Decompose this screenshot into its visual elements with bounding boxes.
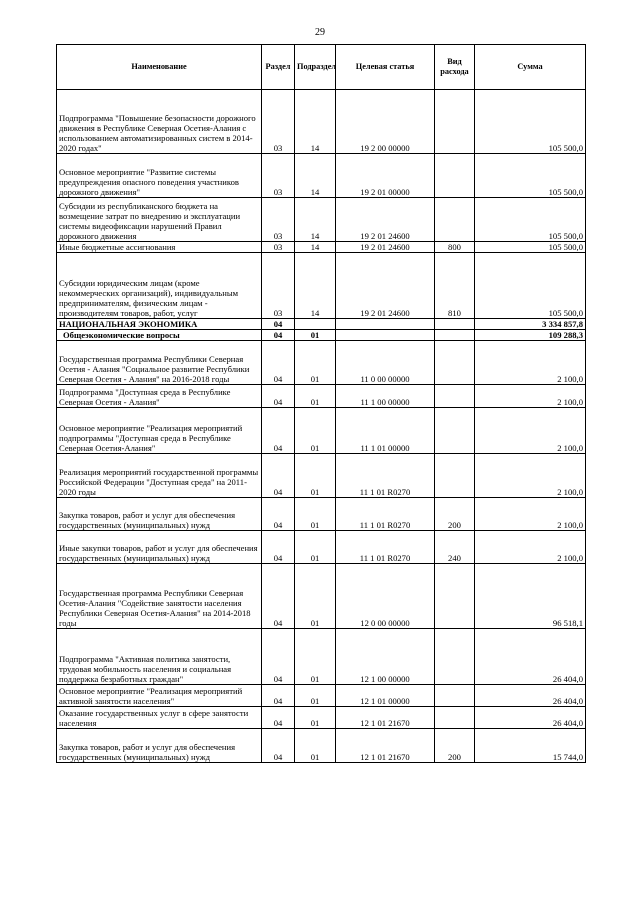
row-article: 11 1 01 00000 <box>336 408 435 454</box>
row-sum: 2 100,0 <box>475 531 586 564</box>
row-vid <box>435 154 475 198</box>
row-vid <box>435 198 475 242</box>
row-article: 12 1 00 00000 <box>336 629 435 685</box>
row-podrazdel: 01 <box>295 531 336 564</box>
row-sum: 105 500,0 <box>475 154 586 198</box>
row-article: 19 2 00 00000 <box>336 90 435 154</box>
row-article: 19 2 01 24600 <box>336 253 435 319</box>
row-podrazdel: 14 <box>295 242 336 253</box>
row-podrazdel: 01 <box>295 454 336 498</box>
row-razdel: 04 <box>262 408 295 454</box>
table-row <box>57 707 586 729</box>
row-razdel: 04 <box>262 454 295 498</box>
row-name: Основное мероприятие "Реализация мероприятий подпрограммы "Доступная среда в Республике Северная Осетия-Алания" <box>57 408 262 454</box>
table-row <box>57 498 586 531</box>
row-name: Подпрограмма "Доступная среда в Республике Северная Осетия - Алания" <box>57 385 262 408</box>
column-header-article: Целевая статья <box>336 45 435 90</box>
row-name: Закупка товаров, работ и услуг для обеспечения государственных (муниципальных) нужд <box>57 729 262 763</box>
table-row <box>57 454 586 498</box>
row-sum: 2 100,0 <box>475 498 586 531</box>
row-podrazdel: 01 <box>295 685 336 707</box>
row-name: Основное мероприятие "Развитие системы предупреждения опасного поведения участников дорожного движения" <box>57 154 262 198</box>
row-razdel: 04 <box>262 707 295 729</box>
row-sum: 2 100,0 <box>475 454 586 498</box>
row-podrazdel: 14 <box>295 198 336 242</box>
page-number: 29 <box>315 27 325 38</box>
table-row <box>57 154 586 198</box>
row-article: 12 1 01 21670 <box>336 707 435 729</box>
row-vid <box>435 454 475 498</box>
row-sum: 26 404,0 <box>475 707 586 729</box>
row-article: 19 2 01 24600 <box>336 198 435 242</box>
table-row <box>57 198 586 242</box>
column-header-razdel: Раздел <box>262 45 295 90</box>
row-razdel: 04 <box>262 341 295 385</box>
table-header-row <box>57 45 586 90</box>
row-article: 11 1 01 R0270 <box>336 454 435 498</box>
row-razdel: 04 <box>262 385 295 408</box>
row-podrazdel: 01 <box>295 729 336 763</box>
row-vid <box>435 408 475 454</box>
row-name: Подпрограмма "Активная политика занятости, трудовая мобильность населения и социальная поддержка безработных граждан" <box>57 629 262 685</box>
table-row <box>57 629 586 685</box>
row-vid: 200 <box>435 729 475 763</box>
row-article: 11 1 00 00000 <box>336 385 435 408</box>
row-name: Государственная программа Республики Северная Осетия - Алания "Социальное развитие Республики Северная Осетия - Алания" на 2016-2018 годы <box>57 341 262 385</box>
row-podrazdel: 01 <box>295 385 336 408</box>
budget-table <box>56 44 586 763</box>
table-row <box>57 253 586 319</box>
row-razdel: 04 <box>262 729 295 763</box>
table-row <box>57 531 586 564</box>
row-razdel: 04 <box>262 564 295 629</box>
row-article: 11 0 00 00000 <box>336 341 435 385</box>
row-razdel: 03 <box>262 198 295 242</box>
row-name: Оказание государственных услуг в сфере занятости населения <box>57 707 262 729</box>
table-row <box>57 729 586 763</box>
row-razdel: 03 <box>262 253 295 319</box>
row-name: Закупка товаров, работ и услуг для обеспечения государственных (муниципальных) нужд <box>57 498 262 531</box>
row-vid <box>435 685 475 707</box>
row-vid <box>435 564 475 629</box>
row-sum: 105 500,0 <box>475 90 586 154</box>
row-sum: 2 100,0 <box>475 408 586 454</box>
row-razdel: 04 <box>262 498 295 531</box>
table-row <box>57 564 586 629</box>
row-podrazdel: 01 <box>295 498 336 531</box>
row-razdel: 04 <box>262 629 295 685</box>
row-name: Общеэкономические вопросы <box>57 330 262 341</box>
table-row <box>57 385 586 408</box>
row-article: 12 0 00 00000 <box>336 564 435 629</box>
row-sum: 105 500,0 <box>475 253 586 319</box>
row-name: Субсидии из республиканского бюджета на возмещение затрат по внедрению и эксплуатации системы видеофиксации нарушений Правил дорожного движения <box>57 198 262 242</box>
row-article: 12 1 01 21670 <box>336 729 435 763</box>
row-podrazdel <box>295 319 336 330</box>
row-sum: 2 100,0 <box>475 385 586 408</box>
column-header-sum: Сумма <box>475 45 586 90</box>
row-name: Подпрограмма "Повышение безопасности дорожного движения в Республике Северная Осетия-Алания с использованием автоматизированных систем в 2014-2020 годах" <box>57 90 262 154</box>
row-sum: 26 404,0 <box>475 685 586 707</box>
row-article <box>336 319 435 330</box>
row-name: Реализация мероприятий государственной программы Российской Федерации "Доступная среда" на 2011-2020 годы <box>57 454 262 498</box>
row-razdel: 03 <box>262 154 295 198</box>
table-row <box>57 341 586 385</box>
row-vid: 240 <box>435 531 475 564</box>
row-article: 19 2 01 24600 <box>336 242 435 253</box>
row-vid <box>435 385 475 408</box>
column-header-name: Наименование <box>57 45 262 90</box>
table-row <box>57 330 586 341</box>
row-vid <box>435 330 475 341</box>
row-article: 19 2 01 00000 <box>336 154 435 198</box>
row-sum: 3 334 857,8 <box>475 319 586 330</box>
row-podrazdel: 01 <box>295 408 336 454</box>
row-podrazdel: 14 <box>295 154 336 198</box>
row-vid: 810 <box>435 253 475 319</box>
row-razdel: 04 <box>262 685 295 707</box>
table-row <box>57 408 586 454</box>
row-razdel: 03 <box>262 242 295 253</box>
row-vid <box>435 707 475 729</box>
row-vid: 200 <box>435 498 475 531</box>
row-name: НАЦИОНАЛЬНАЯ ЭКОНОМИКА <box>57 319 262 330</box>
row-podrazdel: 01 <box>295 629 336 685</box>
row-name: Государственная программа Республики Северная Осетия-Алания "Содействие занятости населения Республики Северная Осетия-Алания" на 2014-2018 годы <box>57 564 262 629</box>
row-razdel: 04 <box>262 319 295 330</box>
row-podrazdel: 14 <box>295 90 336 154</box>
row-podrazdel: 01 <box>295 564 336 629</box>
row-sum: 109 288,3 <box>475 330 586 341</box>
row-name: Иные бюджетные ассигнования <box>57 242 262 253</box>
row-article: 12 1 01 00000 <box>336 685 435 707</box>
row-razdel: 03 <box>262 90 295 154</box>
column-header-vid: Вид расхода <box>435 45 475 90</box>
row-name: Основное мероприятие "Реализация мероприятий активной занятости населения" <box>57 685 262 707</box>
row-razdel: 04 <box>262 531 295 564</box>
row-article <box>336 330 435 341</box>
column-header-podrazdel: Подраздел <box>295 45 336 90</box>
table-row <box>57 319 586 330</box>
row-article: 11 1 01 R0270 <box>336 498 435 531</box>
row-sum: 26 404,0 <box>475 629 586 685</box>
row-razdel: 04 <box>262 330 295 341</box>
row-name: Субсидии юридическим лицам (кроме некоммерческих организаций), индивидуальным предпринимателям, физическим лицам - производителям товаров, работ, услуг <box>57 253 262 319</box>
row-podrazdel: 01 <box>295 341 336 385</box>
row-vid <box>435 319 475 330</box>
row-name: Иные закупки товаров, работ и услуг для обеспечения государственных (муниципальных) нужд <box>57 531 262 564</box>
row-podrazdel: 14 <box>295 253 336 319</box>
row-vid <box>435 341 475 385</box>
row-vid <box>435 90 475 154</box>
row-vid: 800 <box>435 242 475 253</box>
row-sum: 2 100,0 <box>475 341 586 385</box>
table-row <box>57 90 586 154</box>
row-sum: 105 500,0 <box>475 242 586 253</box>
table-row <box>57 242 586 253</box>
row-article: 11 1 01 R0270 <box>336 531 435 564</box>
row-sum: 96 518,1 <box>475 564 586 629</box>
row-sum: 105 500,0 <box>475 198 586 242</box>
row-sum: 15 744,0 <box>475 729 586 763</box>
row-podrazdel: 01 <box>295 330 336 341</box>
row-podrazdel: 01 <box>295 707 336 729</box>
row-vid <box>435 629 475 685</box>
table-row <box>57 685 586 707</box>
